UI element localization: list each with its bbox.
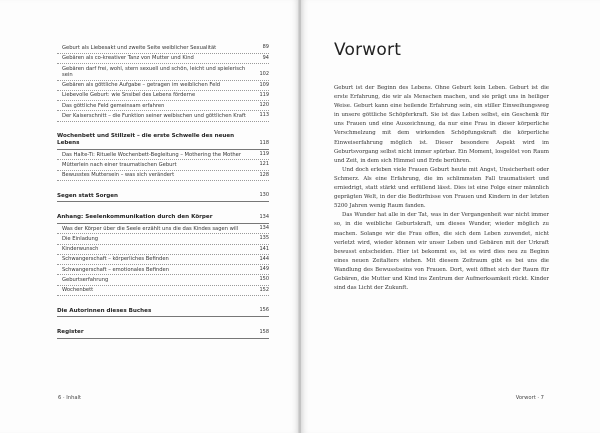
toc-item bbox=[57, 66, 269, 81]
toc-item bbox=[57, 226, 269, 235]
toc-item bbox=[57, 103, 269, 112]
toc-entry-page-number: 135 bbox=[259, 235, 269, 242]
toc-entry-page-number: 134 bbox=[259, 225, 269, 231]
toc-spacer bbox=[57, 183, 269, 193]
toc-item bbox=[57, 162, 269, 171]
vorwort-paragraph: Geburt ist der Beginn des Lebens. Ohne Geburt kein Leben. Geburt ist die erste Erfahrung, die wir als Menschen machen, und sie prägt uns in heiliger Weise. Geburt kann eine heilende Erfahrung sein, ein stiller Einweihungsweg in unsere göttliche Schöpferkraft. Sie ist das Leben selbst, ein Geschenk für uns Frauen und eine Auszeichnung, da nur eine Frau in dieser körperliche Verschmelzung mit dem wirkenden Schöpfungskraft die körperliche Einweiserfahrung möglich ist. Dieser besondere Aspekt wird im Geburtsvorgang selbst nicht immer spürbar. Ein Moment, losgelöst von Raum und Zeit, in dem sich Himmel und Erde berühren. bbox=[334, 85, 549, 164]
toc-item bbox=[57, 82, 269, 91]
left-page bbox=[0, 0, 299, 433]
toc-item bbox=[57, 92, 269, 101]
toc-entry-title: Der Kaiserschnitt – die Funktion seiner weibischen und göttlichen Kraft bbox=[62, 112, 246, 119]
toc-entry-title: Kinderwunsch bbox=[62, 246, 99, 253]
toc-entry-title: Das göttliche Feld gemeinsam erfahren bbox=[62, 102, 165, 109]
toc-entry-title: Die Einladung bbox=[62, 235, 99, 242]
vorwort-paragraph: Das Wunder hat alle in der Tat, was in der Vergangenheit war nicht immer so, in die weibliche Geburtskraft, um dieses Wunder, wieder möglich zu machen. Solange wir die Frau offen, die sich dem Leben zuwendet, nicht verletzt wird, wieder können wir unser Leben und Gebären mit der Urkraft bewusst entscheiden. Hier ist bekommt es, ist es wird dies neu zu Beginn eines neuen Zeitalters stehen. Mit diesem Zeitraum gibt es bei uns die Wandlung des Bewusstseins von Frauen. Dort, weit öffnet sich der Raum für Gebären, die Mutter und Kind ins Zentrum der Aufmerksamkeit rückt. Kinder sind das Licht der Zukunft. bbox=[334, 212, 549, 292]
toc-entry-title: Was der Körper über die Seele erzählt uns die das Kindes sagen will bbox=[62, 225, 239, 232]
toc-entry-page-number: 158 bbox=[259, 328, 269, 335]
toc-spacer bbox=[57, 319, 269, 329]
toc-entry-title: Schwangerschaft – körperliches Befinden bbox=[62, 256, 169, 263]
toc-entry-page-number: 128 bbox=[259, 171, 269, 178]
toc-spacer bbox=[57, 298, 269, 308]
toc-entry-page-number: 144 bbox=[259, 255, 269, 262]
toc-entry-page-number: 109 bbox=[259, 81, 269, 88]
toc-entry-page-number: 94 bbox=[262, 54, 269, 61]
toc-entry-page-number: 152 bbox=[259, 286, 269, 293]
toc-entry-page-number: 150 bbox=[259, 276, 269, 283]
toc-entry-page-number: 102 bbox=[259, 71, 269, 78]
toc-entry-title: Liebevolle Geburt: wie Snsibel des Lebens förderne bbox=[62, 92, 196, 99]
toc-entry-title: Gebären darf frei, wohl, stern sexuell und schön, leicht und spielerisch sein bbox=[62, 65, 246, 78]
toc-item bbox=[57, 55, 269, 64]
toc-item bbox=[57, 45, 269, 54]
left-page-folio: 6 · Inhalt bbox=[58, 395, 82, 401]
toc-entry-page-number: 141 bbox=[259, 245, 269, 252]
toc-entry-title: Anhang: Seelenkommunikation durch den Körper bbox=[57, 214, 213, 221]
toc-entry-page-number: 118 bbox=[259, 139, 269, 146]
toc-chapter bbox=[57, 193, 269, 203]
toc-entry-title: Wochenbett und Stillzeit – die erste Schwelle des neuen Lebens bbox=[57, 133, 235, 147]
toc-entry-page-number: 121 bbox=[259, 161, 269, 168]
toc-entry-page-number: 119 bbox=[259, 151, 269, 158]
toc-item bbox=[57, 256, 269, 265]
toc-entry-title: Register bbox=[57, 329, 84, 336]
toc-entry-title: Gebären als co-kreativer Tanz von Mutter und Kind bbox=[62, 55, 194, 62]
toc-entry-title: Das Halte-Ti: Rituelle Wochenbett-Begleitung – Mothering the Mother bbox=[62, 151, 241, 158]
toc-chapter bbox=[57, 133, 269, 150]
toc-entry-page-number: 134 bbox=[259, 213, 269, 220]
toc-entry-title: Wochenbett bbox=[62, 287, 94, 294]
toc-item bbox=[57, 246, 269, 255]
toc-item bbox=[57, 172, 269, 181]
toc-item bbox=[57, 152, 269, 161]
toc-entry-page-number: 130 bbox=[259, 192, 269, 199]
vorwort-body bbox=[334, 84, 549, 293]
toc-entry-title: Geburt als Liebesakt und zweite Seite weiblicher Sexualität bbox=[62, 45, 217, 51]
toc-spacer bbox=[57, 123, 269, 133]
table-of-contents bbox=[57, 45, 269, 341]
toc-entry-page-number: 113 bbox=[259, 112, 269, 119]
toc-spacer bbox=[57, 204, 269, 214]
page-title: Vorwort bbox=[334, 40, 402, 60]
toc-entry-title: Mütterlein nach einer traumatischen Geburt bbox=[62, 162, 177, 169]
toc-entry-page-number: 149 bbox=[259, 266, 269, 273]
toc-entry-page-number: 119 bbox=[259, 91, 269, 98]
toc-entry-page-number: 156 bbox=[259, 307, 269, 314]
toc-entry-title: Bewusstes Muttersein – was sich verändert bbox=[62, 172, 175, 179]
toc-chapter bbox=[57, 329, 269, 339]
toc-entry-title: Die Autorinnen dieses Buches bbox=[57, 307, 152, 314]
toc-entry-title: Segen statt Sorgen bbox=[57, 192, 119, 199]
right-page-folio: Vorwort · 7 bbox=[515, 395, 544, 401]
toc-entry-title: Schwangerschaft – emotionales Befinden bbox=[62, 266, 170, 273]
toc-chapter bbox=[57, 308, 269, 318]
vorwort-paragraph: Und doch erleben viele Frauen Geburt heute mit Angst, Unsicherheit oder Schmerz. Als eine Erfahrung, die im schlimmsten Fall traumatisiert und erniedrigt, statt stärkt und erfüllend lässt. Dies ist eine Folge einer männlich geprägten Welt, in der die Bedürfnisse von Frauen und Kindern in der letzten 5200 Jahren wenig Raum fanden. bbox=[334, 166, 549, 210]
toc-entry-title: Gebären als göttliche Aufgabe – getragen im weiblichen Feld bbox=[62, 82, 221, 89]
toc-item bbox=[57, 267, 269, 276]
toc-entry-page-number: 89 bbox=[262, 44, 269, 51]
toc-chapter bbox=[57, 214, 269, 224]
toc-item bbox=[57, 287, 269, 296]
toc-entry-page-number: 120 bbox=[259, 102, 269, 109]
toc-entry-title: Geburtserfahrung bbox=[62, 277, 109, 284]
toc-item bbox=[57, 236, 269, 245]
toc-item bbox=[57, 277, 269, 286]
toc-item bbox=[57, 113, 269, 122]
